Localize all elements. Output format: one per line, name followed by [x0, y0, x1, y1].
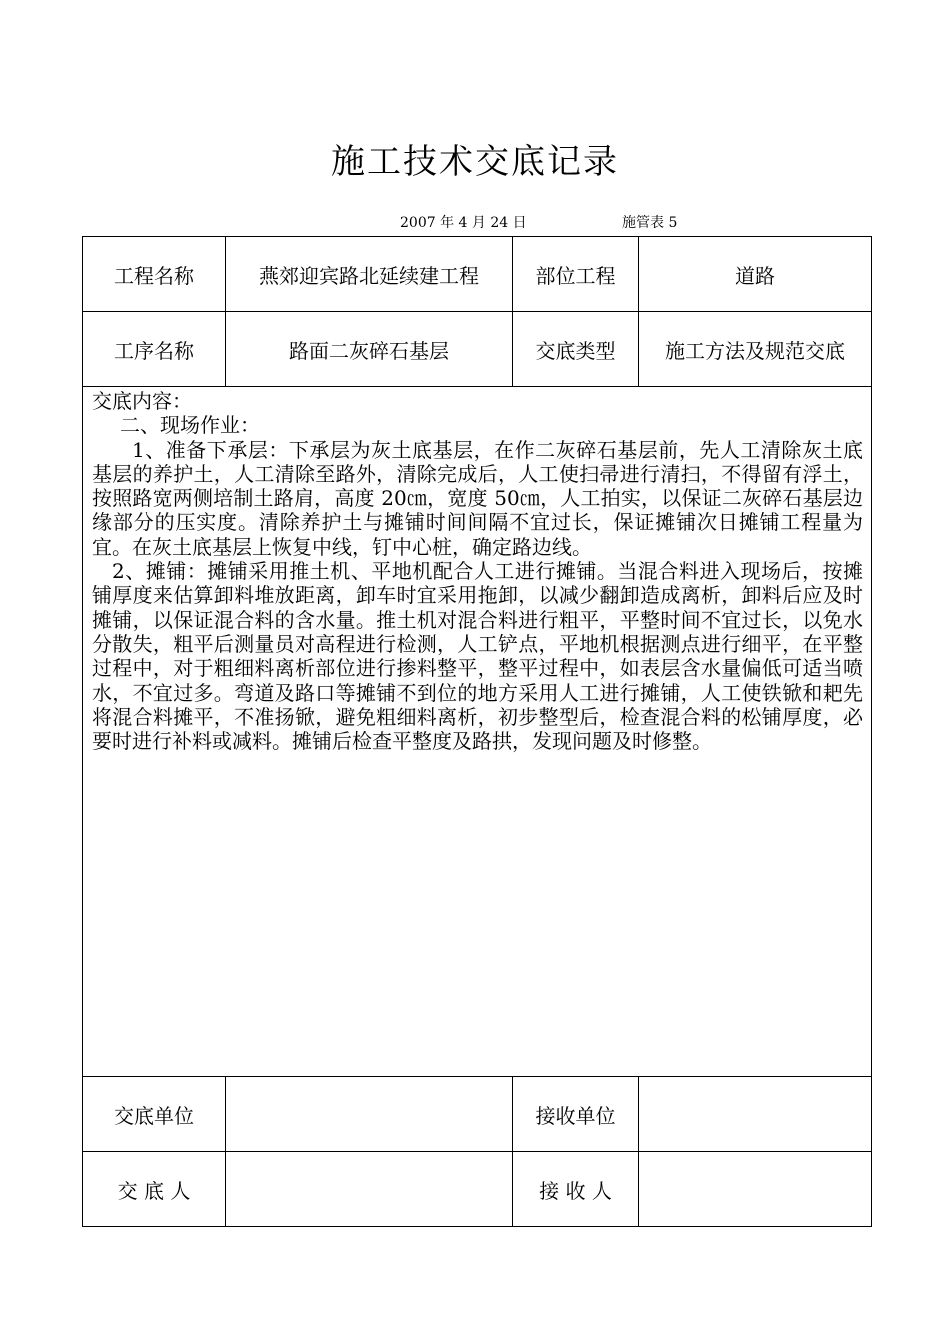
receiver-value[interactable] — [639, 1152, 872, 1227]
project-name-value: 燕郊迎宾路北延续建工程 — [226, 237, 513, 312]
content-paragraph-1: 1、准备下承层：下承层为灰土底基层，在作二灰碎石基层前，先人工清除灰土底基层的养护土，人工清除至路外，清除完成后，人工使扫帚进行清扫，不得留有浮土，按照路宽两侧培制土路肩，高度 20㎝，宽度 50㎝，人工拍实，以保证二灰碎石基层边缘部分的压实度。清除养护土与摊铺时间间隔不宜过长，保证摊铺次日摊铺工程量为宜。在灰土底基层上恢复中线，钉中心桩，确定路边线。 — [92, 437, 863, 559]
section-label: 部位工程 — [513, 237, 639, 312]
briefing-unit-value[interactable] — [226, 1077, 513, 1152]
briefing-type-value: 施工方法及规范交底 — [639, 312, 872, 387]
project-row — [83, 237, 872, 312]
section-value: 道路 — [639, 237, 872, 312]
receiving-unit-value[interactable] — [639, 1077, 872, 1152]
briefing-unit-label: 交底单位 — [83, 1077, 226, 1152]
process-row — [83, 312, 872, 387]
page-title: 施工技术交底记录 — [331, 142, 619, 182]
receiver-label: 接 收 人 — [513, 1152, 639, 1227]
form-code: 施管表 5 — [622, 215, 678, 231]
process-name-label: 工序名称 — [83, 312, 226, 387]
date-line: 2007 年 4 月 24 日 — [400, 215, 527, 231]
content-section: 二、现场作业： — [120, 413, 260, 438]
briefer-value[interactable] — [226, 1152, 513, 1227]
briefing-type-label: 交底类型 — [513, 312, 639, 387]
unit-row — [83, 1077, 872, 1152]
content-row — [83, 387, 872, 1077]
receiving-unit-label: 接收单位 — [513, 1077, 639, 1152]
process-name-value: 路面二灰碎石基层 — [226, 312, 513, 387]
person-row — [83, 1152, 872, 1227]
content-paragraph-2: 2、摊铺：摊铺采用推土机、平地机配合人工进行摊铺。当混合料进入现场后，按摊铺厚度来估算卸料堆放距离，卸车时宜采用拖卸，以减少翻卸造成离析，卸料后应及时摊铺，以保证混合料的含水量。推土机对混合料进行粗平，平整时间不宜过长，以免水分散失，粗平后测量员对高程进行检测，人工铲点，平地机根据测点进行细平，在平整过程中，对于粗细料离析部位进行掺料整平，整平过程中，如表层含水量偏低可适当喷水，不宜过多。弯道及路口等摊铺不到位的地方采用人工进行摊铺，人工使铁锨和耙先将混合料摊平，不准扬锨，避免粗细料离析，初步整型后，检查混合料的松铺厚度，必要时进行补料或减料。摊铺后检查平整度及路拱，发现问题及时修整。 — [92, 559, 863, 754]
briefer-label: 交 底 人 — [83, 1152, 226, 1227]
project-name-label: 工程名称 — [83, 237, 226, 312]
briefing-content — [83, 387, 872, 1077]
content-heading: 交底内容： — [92, 389, 192, 413]
record-table — [82, 236, 872, 1227]
